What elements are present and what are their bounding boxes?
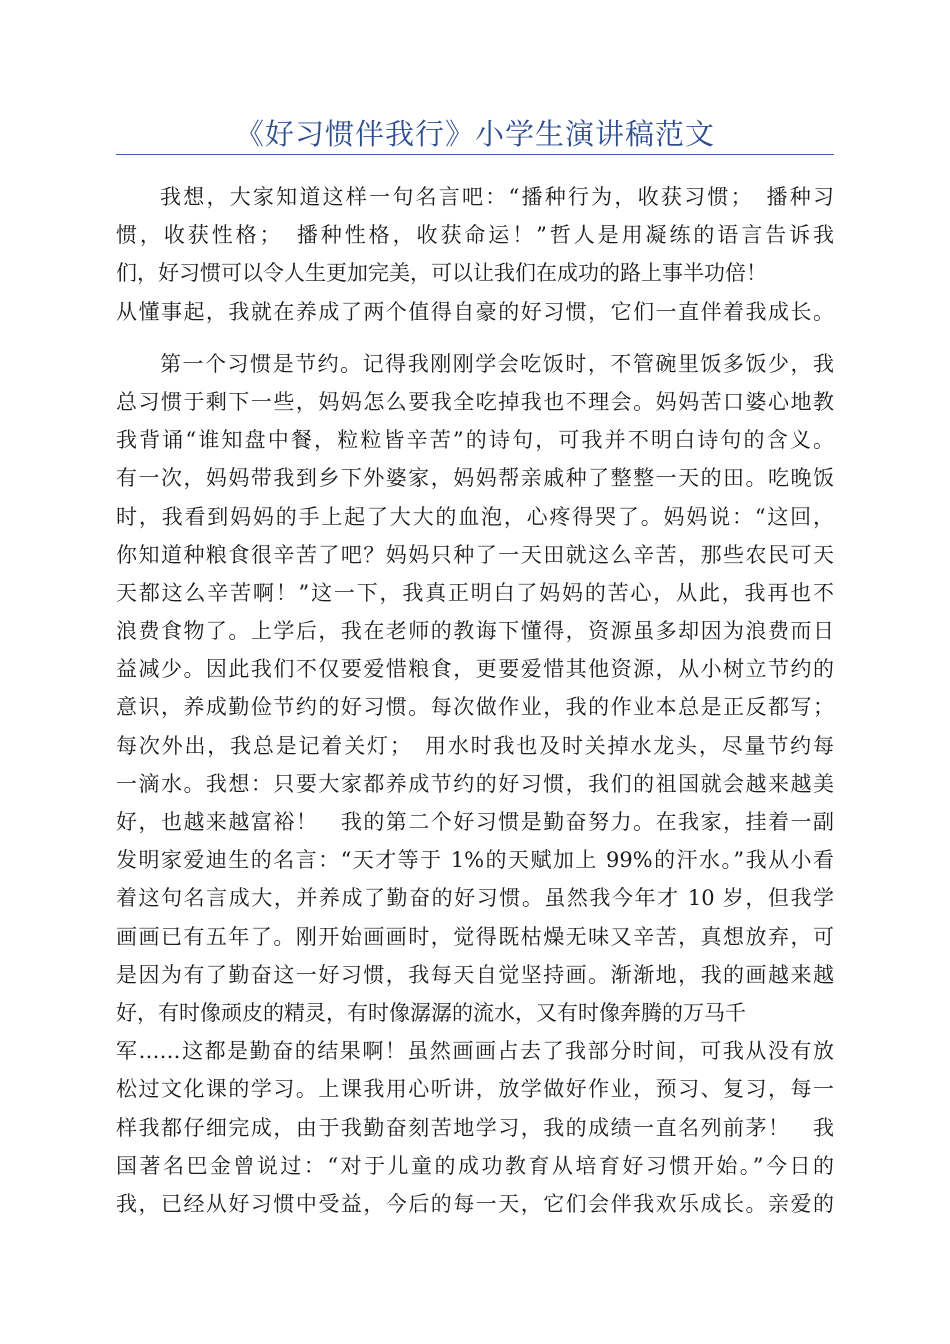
text-line: 着这句名言成大，并养成了勤奋的好习惯。虽然我今年才 10 岁，但我学: [116, 886, 834, 911]
text-line: 我背诵“谁知盘中餐，粒粒皆辛苦”的诗句，可我并不明白诗句的含义。: [116, 428, 834, 453]
text-line: 从懂事起，我就在养成了两个值得自豪的好习惯，它们一直伴着我成长。: [116, 299, 834, 324]
text-line: 我想，大家知道这样一句名言吧：“播种行为，收获习惯； 播种习: [160, 185, 834, 209]
paragraph-2: [116, 345, 834, 1223]
text-line: 我，已经从好习惯中受益，今后的每一天，它们会伴我欢乐成长。亲爱的: [116, 1191, 834, 1216]
text-line: 意识，养成勤俭节约的好习惯。每次做作业，我的作业本总是正反都写；: [116, 695, 834, 720]
text-line: 浪费食物了。上学后，我在老师的教诲下懂得，资源虽多却因为浪费而日: [116, 619, 834, 644]
text-line: 是因为有了勤奋这一好习惯，我每天自觉坚持画。渐渐地，我的画越来越: [116, 962, 834, 987]
text-line: 惯，收获性格； 播种性格，收获命运！”哲人是用凝练的语言告诉我: [116, 223, 834, 248]
text-line: 益减少。因此我们不仅要爱惜粮食，更要爱惜其他资源，从小树立节约的: [116, 657, 834, 682]
text-line: 一滴水。我想：只要大家都养成节约的好习惯，我们的祖国就会越来越美: [116, 771, 834, 796]
text-line: 好，有时像顽皮的精灵，有时像潺潺的流水，又有时像奔腾的万马千: [116, 1000, 746, 1025]
document-title: 《好习惯伴我行》小学生演讲稿范文: [234, 117, 715, 151]
text-line: 们，好习惯可以令人生更加完美，可以让我们在成功的路上事半功倍！: [116, 261, 767, 286]
text-line: 画画已有五年了。刚开始画画时，觉得既枯燥无味又辛苦，真想放弃，可: [116, 924, 834, 949]
text-line: 发明家爱迪生的名言：“天才等于 1%的天赋加上 99%的汗水。”我从小看: [116, 848, 834, 873]
paragraph-gap: [116, 331, 834, 345]
text-line: 军……这都是勤奋的结果啊！虽然画画占去了我部分时间，可我从没有放: [116, 1039, 834, 1064]
text-line: 你知道种粮食很辛苦了吧？妈妈只种了一天田就这么辛苦，那些农民可天: [116, 542, 834, 567]
title-underline: [116, 154, 834, 155]
text-line: 时，我看到妈妈的手上起了大大的血泡，心疼得哭了。妈妈说：“这回，: [116, 504, 834, 529]
text-line: 好，也越来越富裕！ 我的第二个好习惯是勤奋努力。在我家，挂着一副: [116, 810, 834, 834]
document-body: [116, 178, 834, 1223]
text-line: 样我都仔细完成，由于我勤奋刻苦地学习，我的成绩一直名列前茅！ 我: [116, 1115, 834, 1140]
text-line: 第一个习惯是节约。记得我刚刚学会吃饭时，不管碗里饭多饭少，我: [160, 351, 834, 376]
paragraph-1: [116, 178, 834, 331]
text-line: 每次外出，我总是记着关灯； 用水时我也及时关掉水龙头，尽量节约每: [116, 733, 834, 758]
text-line: 国著名巴金曾说过：“对于儿童的成功教育从培育好习惯开始。”今日的: [116, 1153, 834, 1178]
text-line: 松过文化课的学习。上课我用心听讲，放学做好作业，预习、复习，每一: [116, 1077, 834, 1102]
text-line: 有一次，妈妈带我到乡下外婆家，妈妈帮亲戚种了整整一天的田。吃晚饭: [116, 466, 834, 491]
text-line: 总习惯于剩下一些，妈妈怎么要我全吃掉我也不理会。妈妈苦口婆心地教: [116, 389, 834, 414]
text-line: 天都这么辛苦啊！”这一下，我真正明白了妈妈的苦心，从此，我再也不: [116, 580, 834, 605]
